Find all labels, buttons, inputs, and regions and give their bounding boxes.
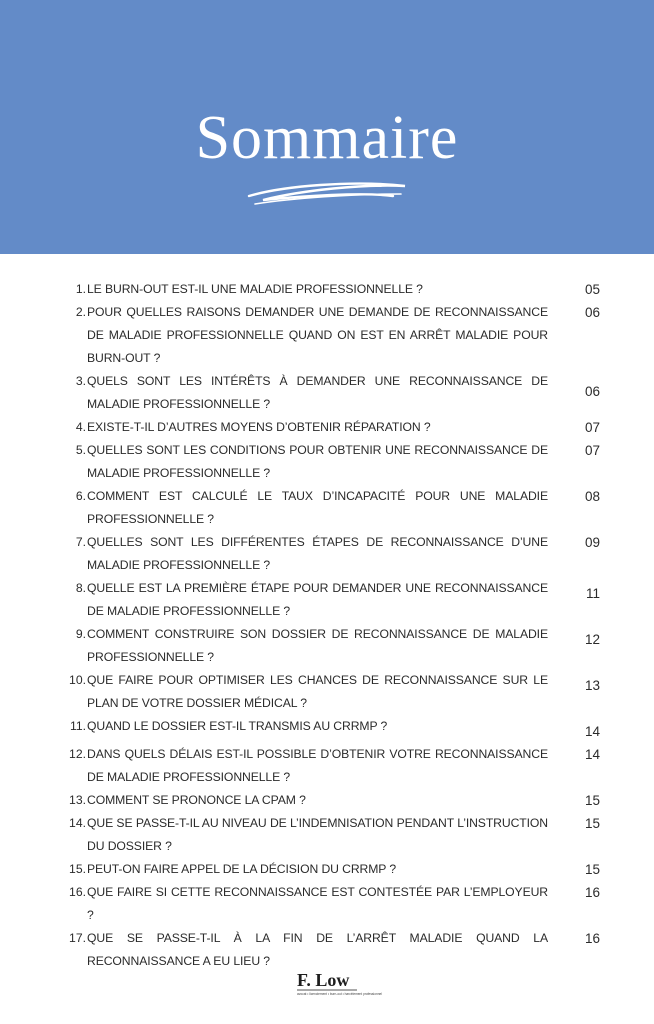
toc-page: 16 <box>584 885 600 900</box>
toc-entry[interactable] <box>60 715 600 743</box>
toc-number: 17. <box>69 931 86 945</box>
toc-page: 09 <box>584 535 600 550</box>
logo-text: F. Low <box>297 970 350 990</box>
toc-page: 07 <box>584 443 600 458</box>
toc-title: QUE SE PASSE-T-IL AU NIVEAU DE L’INDEMNISATION PENDANT L’INSTRUCTION DU DOSSIER ? <box>87 816 548 853</box>
toc-number: 3. <box>75 374 86 388</box>
toc-entry[interactable] <box>60 416 600 439</box>
toc-page: 15 <box>584 793 600 808</box>
toc-number: 12. <box>69 747 86 761</box>
header-banner <box>0 0 654 254</box>
toc-entry[interactable] <box>60 789 600 812</box>
toc-page: 07 <box>584 420 600 435</box>
toc-title: POUR QUELLES RAISONS DEMANDER UNE DEMANDE DE RECONNAISSANCE DE MALADIE PROFESSIONNELLE QUAND ON EST EN ARRÊT MALADIE POUR BURN-OUT ? <box>87 305 548 365</box>
toc-title: LE BURN-OUT EST-IL UNE MALADIE PROFESSIONNELLE ? <box>87 282 423 296</box>
toc-entry[interactable] <box>60 577 600 623</box>
toc-page: 06 <box>584 384 600 399</box>
toc-entry[interactable] <box>60 743 600 789</box>
toc-title: QUE SE PASSE-T-IL À LA FIN DE L’ARRÊT MALADIE QUAND LA RECONNAISSANCE A EU LIEU ? <box>87 931 548 968</box>
toc-title: QUAND LE DOSSIER EST-IL TRANSMIS AU CRRMP ? <box>87 719 388 733</box>
toc-entry[interactable] <box>60 881 600 927</box>
toc-page: 08 <box>584 489 600 504</box>
toc-page: 05 <box>584 282 600 297</box>
toc-number: 11. <box>69 719 86 733</box>
toc-number: 2. <box>75 305 86 319</box>
toc-page: 14 <box>584 747 600 762</box>
toc-entry[interactable] <box>60 370 600 416</box>
toc-title: EXISTE-T-IL D’AUTRES MOYENS D’OBTENIR RÉPARATION ? <box>87 420 431 434</box>
toc-entry[interactable] <box>60 439 600 485</box>
toc-page: 12 <box>584 632 600 647</box>
toc-number: 13. <box>69 793 86 807</box>
toc-number: 16. <box>69 885 86 899</box>
toc-entry[interactable] <box>60 669 600 715</box>
toc-number: 9. <box>75 627 86 641</box>
toc-number: 4. <box>75 420 86 434</box>
toc-title: COMMENT CONSTRUIRE SON DOSSIER DE RECONNAISSANCE DE MALADIE PROFESSIONNELLE ? <box>87 627 548 664</box>
toc-number: 10. <box>69 673 86 687</box>
toc-title: PEUT-ON FAIRE APPEL DE LA DÉCISION DU CRRMP ? <box>87 862 397 876</box>
toc-title: DANS QUELS DÉLAIS EST-IL POSSIBLE D’OBTENIR VOTRE RECONNAISSANCE DE MALADIE PROFESSIONNELLE ? <box>87 747 548 784</box>
toc-entry[interactable] <box>60 278 600 301</box>
toc-title: QUE FAIRE POUR OPTIMISER LES CHANCES DE RECONNAISSANCE SUR LE PLAN DE VOTRE DOSSIER MÉDICAL ? <box>87 673 548 710</box>
toc-title: COMMENT SE PRONONCE LA CPAM ? <box>87 793 306 807</box>
toc-title: QUELLES SONT LES DIFFÉRENTES ÉTAPES DE RECONNAISSANCE D’UNE MALADIE PROFESSIONNELLE ? <box>87 535 548 572</box>
toc-number: 14. <box>69 816 86 830</box>
toc-entry[interactable] <box>60 812 600 858</box>
toc-title: QUE FAIRE SI CETTE RECONNAISSANCE EST CONTESTÉE PAR L’EMPLOYEUR ? <box>87 885 548 922</box>
toc-number: 5. <box>75 443 86 457</box>
toc-number: 7. <box>75 535 86 549</box>
brand-logo-icon <box>295 966 383 998</box>
toc-number: 6. <box>75 489 86 503</box>
page-title: Sommaire <box>195 104 459 172</box>
toc-entry[interactable] <box>60 485 600 531</box>
toc-title: QUELLES SONT LES CONDITIONS POUR OBTENIR UNE RECONNAISSANCE DE MALADIE PROFESSIONNELLE ? <box>87 443 548 480</box>
decorative-swash-icon <box>243 176 413 210</box>
toc-page: 06 <box>584 305 600 320</box>
toc-page: 16 <box>584 931 600 946</box>
toc-page: 11 <box>585 586 600 601</box>
toc-title: COMMENT EST CALCULÉ LE TAUX D’INCAPACITÉ POUR UNE MALADIE PROFESSIONNELLE ? <box>87 489 548 526</box>
toc-number: 8. <box>75 581 86 595</box>
toc-page: 13 <box>584 678 600 693</box>
toc-page: 15 <box>584 862 600 877</box>
toc-number: 15. <box>69 862 86 876</box>
toc-page: 14 <box>584 724 600 739</box>
logo-subtext: avocat • licenciement • burn-out • harcèlement professionnel <box>297 992 383 996</box>
toc-entry[interactable] <box>60 531 600 577</box>
toc-title: QUELLE EST LA PREMIÈRE ÉTAPE POUR DEMANDER UNE RECONNAISSANCE DE MALADIE PROFESSIONNELLE ? <box>87 581 548 618</box>
toc-number: 1. <box>75 282 86 296</box>
toc-entry[interactable] <box>60 858 600 881</box>
toc-entry[interactable] <box>60 623 600 669</box>
toc-title: QUELS SONT LES INTÉRÊTS À DEMANDER UNE RECONNAISSANCE DE MALADIE PROFESSIONNELLE ? <box>87 374 548 411</box>
table-of-contents <box>60 278 600 973</box>
toc-entry[interactable] <box>60 301 600 370</box>
toc-page: 15 <box>584 816 600 831</box>
